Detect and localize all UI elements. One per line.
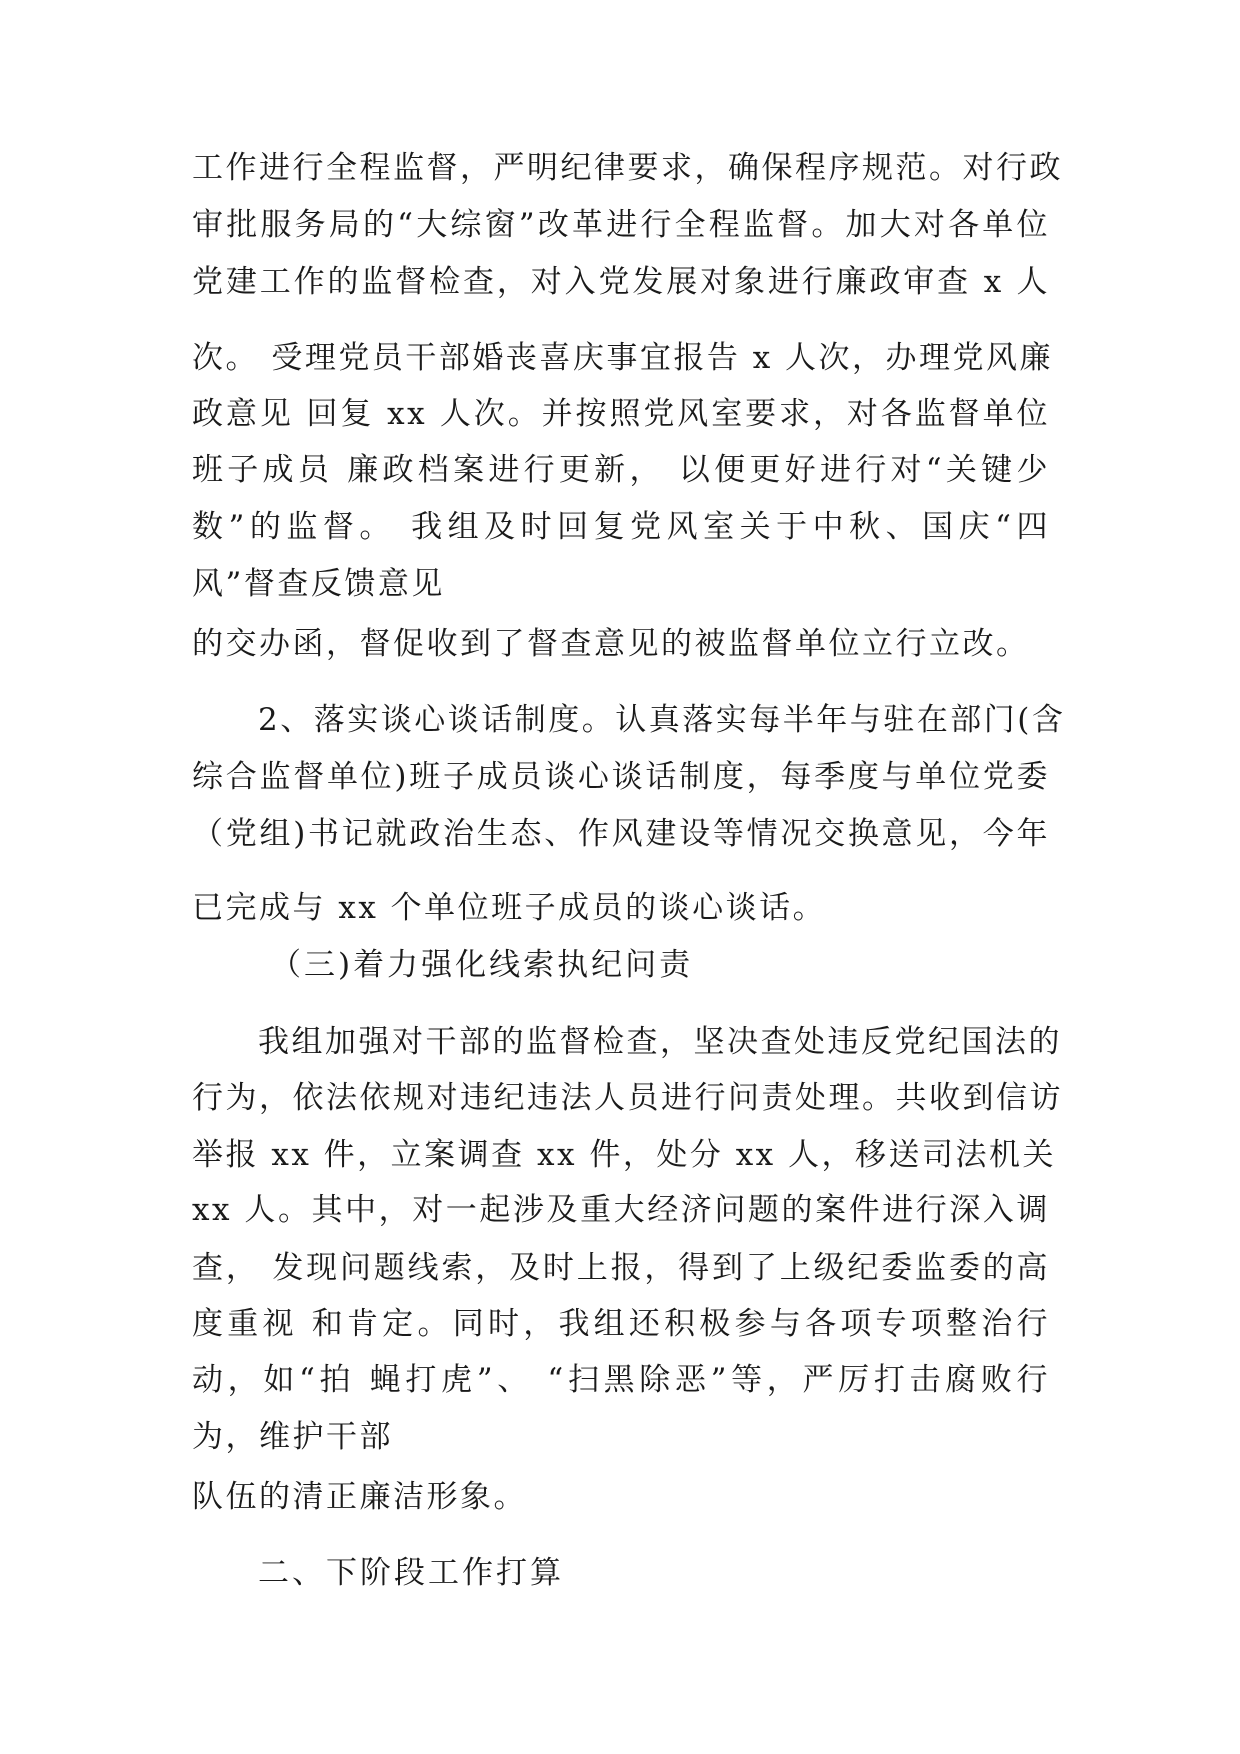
body-text-line: xx 人。其中，对一起涉及重大经济问题的案件进行深入调 — [192, 1192, 1050, 1228]
paragraph-start: 我组加强对干部的监督检查，坚决查处违反党纪国法的 — [258, 1024, 1062, 1060]
body-text-line: 查， 发现问题线索，及时上报，得到了上级纪委监委的高 — [192, 1250, 1050, 1286]
body-text-line: 政意见 回复 xx 人次。并按照党风室要求，对各监督单位 — [192, 396, 1050, 432]
body-text-line: 的交办函，督促收到了督查意见的被监督单位立行立改。 — [192, 626, 1030, 662]
body-text-line: 已完成与 xx 个单位班子成员的谈心谈话。 — [192, 890, 827, 926]
body-text-line: 为，维护干部 — [192, 1419, 393, 1455]
section-heading: （三)着力强化线索执纪问责 — [270, 947, 694, 983]
body-text-line: 度重视 和肯定。同时，我组还积极参与各项专项整治行 — [192, 1306, 1050, 1342]
body-text-line: 综合监督单位)班子成员谈心谈话制度，每季度与单位党委 — [192, 759, 1050, 795]
body-text-line: 数”的监督。 我组及时回复党风室关于中秋、国庆“四 — [192, 509, 1050, 545]
body-text-line: 党建工作的监督检查，对入党发展对象进行廉政审查 x 人 — [192, 264, 1050, 300]
section-heading: 二、下阶段工作打算 — [258, 1555, 564, 1591]
body-text-line: 举报 xx 件，立案调查 xx 件，处分 xx 人，移送司法机关 — [192, 1137, 1057, 1173]
body-text-line: （党组)书记就政治生态、作风建设等情况交换意见，今年 — [192, 816, 1050, 852]
numbered-paragraph-start: 2、落实谈心谈话制度。认真落实每半年与驻在部门(含 — [258, 702, 1066, 738]
body-text-line: 工作进行全程监督，严明纪律要求，确保程序规范。对行政 — [192, 150, 1063, 186]
body-text-line: 动，如“拍 蝇打虎”、 “扫黑除恶”等，严厉打击腐败行 — [192, 1362, 1050, 1398]
body-text-line: 审批服务局的“大综窗”改革进行全程监督。加大对各单位 — [192, 207, 1050, 243]
body-text-line: 风”督查反馈意见 — [192, 566, 445, 602]
body-text-line: 队伍的清正廉洁形象。 — [192, 1479, 527, 1515]
body-text-line: 班子成员 廉政档案进行更新， 以便更好进行对“关键少 — [192, 452, 1050, 488]
body-text-line: 次。 受理党员干部婚丧喜庆事宜报告 x 人次，办理党风廉 — [192, 340, 1054, 376]
body-text-line: 行为，依法依规对违纪违法人员进行问责处理。共收到信访 — [192, 1080, 1063, 1116]
